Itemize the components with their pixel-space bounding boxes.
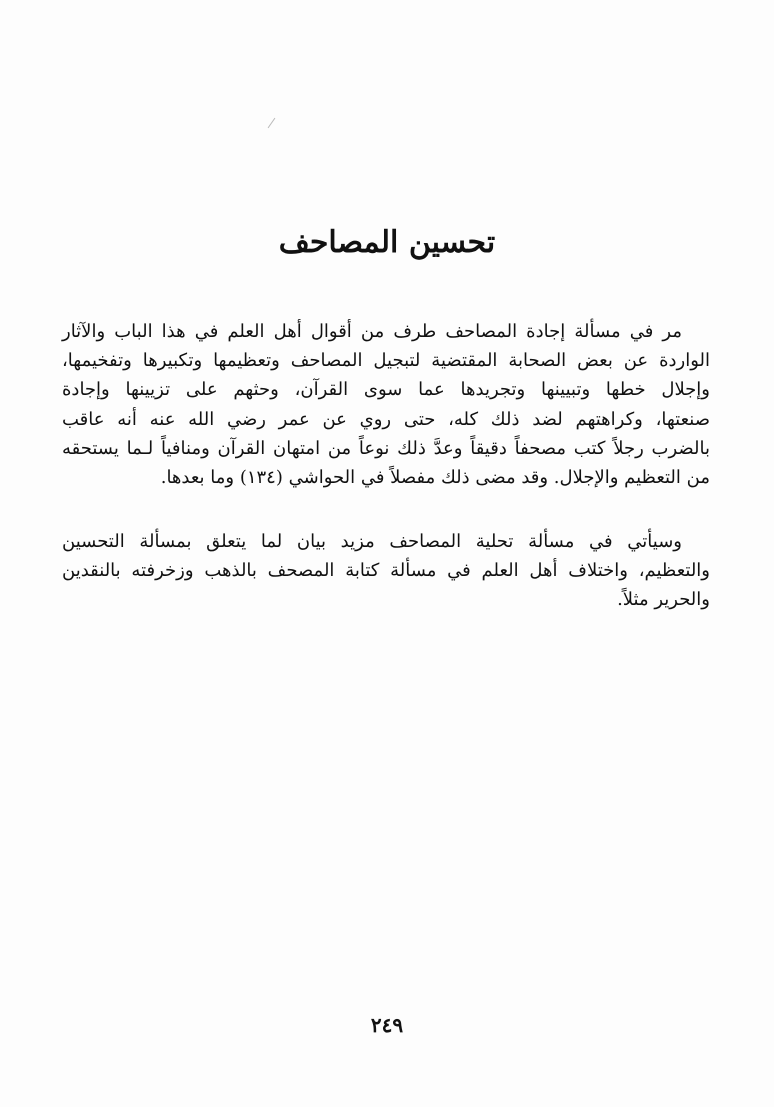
- text-line: والحرير مثلاً.: [617, 589, 710, 611]
- page-number: ٢٤٩: [370, 1013, 404, 1037]
- text-line: الواردة عن بعض الصحابة المقتضية لتبجيل المصاحف وتعظيمها وتكبيرها وتفخيمها،: [62, 350, 710, 372]
- text-line: والتعظيم، واختلاف أهل العلم في مسألة كتابة المصحف بالذهب وزخرفته بالنقدين: [62, 560, 710, 582]
- scan-speck: [268, 118, 276, 128]
- text-line: وإجلال خطها وتبيينها وتجريدها عما سوى القرآن، وحثهم على تزيينها وإجادة: [62, 379, 710, 401]
- text-line: من التعظيم والإجلال. وقد مضى ذلك مفصلاً في الحواشي (١٣٤) وما بعدها.: [160, 467, 710, 489]
- paragraph-2: [62, 527, 710, 615]
- text-line: مر في مسألة إجادة المصاحف طرف من أقوال أهل العلم في هذا الباب والآثار: [62, 321, 682, 342]
- text-line: وسيأتي في مسألة تحلية المصاحف مزيد بيان لما يتعلق بمسألة التحسين: [62, 531, 682, 552]
- text-line: صنعتها، وكراهتهم لضد ذلك كله، حتى روي عن عمر رضي الله عنه أنه عاقب: [62, 408, 710, 430]
- paragraph-1: [62, 317, 710, 492]
- page-title: تحسين المصاحف: [278, 225, 496, 260]
- text-line: بالضرب رجلاً كتب مصحفاً دقيقاً وعدَّ ذلك نوعاً من امتهان القرآن ومنافياً لـما يستحقه: [62, 437, 710, 459]
